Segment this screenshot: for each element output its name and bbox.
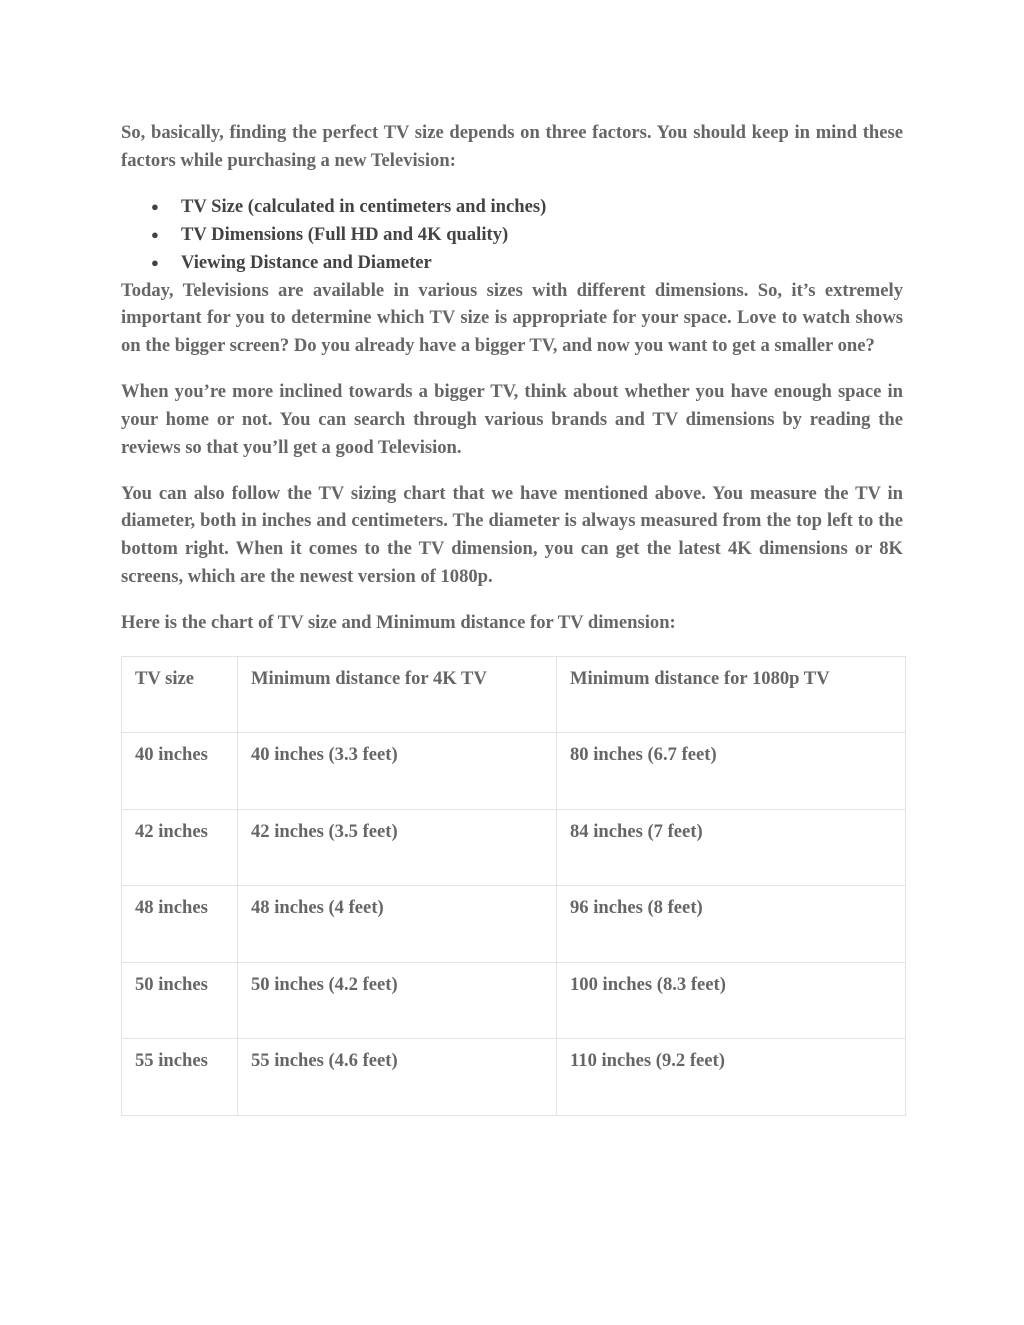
table-cell: 48 inches (122, 886, 238, 963)
table-row (122, 809, 906, 886)
table-cell: 48 inches (4 feet) (238, 886, 557, 963)
table-cell: 42 inches (3.5 feet) (238, 809, 557, 886)
table-cell: 80 inches (6.7 feet) (557, 733, 906, 810)
table-cell: 55 inches (122, 1039, 238, 1116)
bullet-icon: ● (151, 254, 159, 270)
body-paragraph: When you’re more inclined towards a bigger TV, think about whether you have enough space in your home or not. You can search through various brands and TV dimensions by reading the reviews so that you’ll get a good Television. (121, 381, 903, 458)
table-row (122, 962, 906, 1039)
body-paragraph: You can also follow the TV sizing chart that we have mentioned above. You measure the TV in diameter, both in inches and centimeters. The diameter is always measured from the top left to the bottom right. When it comes to the TV dimension, you can get the latest 4K dimensions or 8K screens, which are the newest version of 1080p. (121, 482, 903, 587)
table-header-cell: TV size (122, 656, 238, 733)
table-header-cell: Minimum distance for 4K TV (238, 656, 557, 733)
table-cell: 50 inches (4.2 feet) (238, 962, 557, 1039)
table-cell: 110 inches (9.2 feet) (557, 1039, 906, 1116)
table-cell: 84 inches (7 feet) (557, 809, 906, 886)
list-item-label: Viewing Distance and Diameter (181, 251, 432, 273)
table-cell: 96 inches (8 feet) (557, 886, 906, 963)
table-row (122, 886, 906, 963)
table-row (122, 733, 906, 810)
factors-list (121, 193, 903, 276)
tv-size-table (121, 656, 906, 1116)
list-item (121, 193, 903, 221)
chart-intro-paragraph: Here is the chart of TV size and Minimum distance for TV dimension: (121, 612, 676, 634)
bullet-icon: ● (151, 199, 159, 215)
table-row (122, 1039, 906, 1116)
list-item-label: TV Size (calculated in centimeters and inches) (181, 196, 547, 218)
table-cell: 40 inches (3.3 feet) (238, 733, 557, 810)
intro-paragraph: So, basically, finding the perfect TV size depends on three factors. You should keep in mind these factors while purchasing a new Television: (121, 122, 903, 171)
document-page (121, 119, 903, 1116)
list-item (121, 249, 903, 277)
table-cell: 42 inches (122, 809, 238, 886)
table-cell: 40 inches (122, 733, 238, 810)
bullet-icon: ● (151, 227, 159, 243)
table-cell: 100 inches (8.3 feet) (557, 962, 906, 1039)
table-cell: 55 inches (4.6 feet) (238, 1039, 557, 1116)
table-header-row (122, 656, 906, 733)
body-paragraph: Today, Televisions are available in various sizes with different dimensions. So, it’s extremely important for you to determine which TV size is appropriate for your space. Love to watch shows on the bigger screen? Do you already have a bigger TV, and now you want to get a smaller one? (121, 279, 903, 356)
list-item (121, 221, 903, 249)
table-header-cell: Minimum distance for 1080p TV (557, 656, 906, 733)
table-cell: 50 inches (122, 962, 238, 1039)
list-item-label: TV Dimensions (Full HD and 4K quality) (181, 224, 509, 246)
